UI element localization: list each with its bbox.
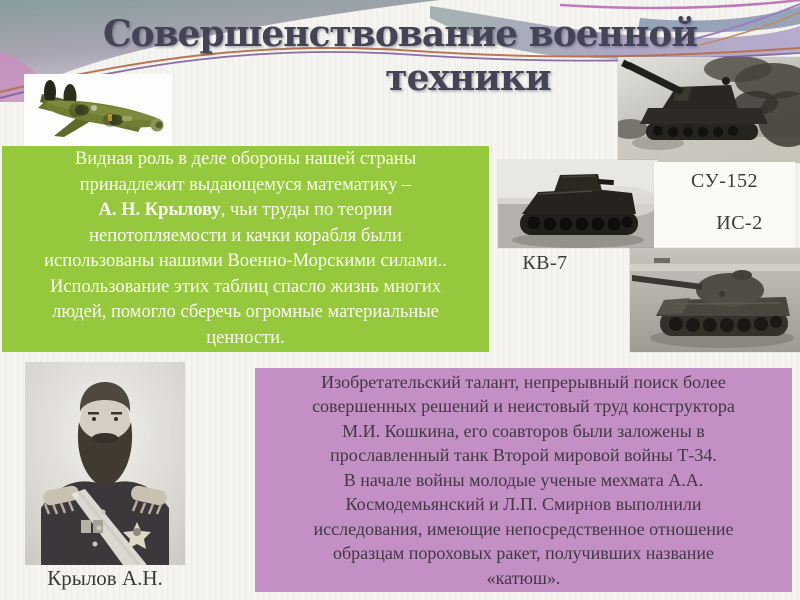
label-su152: СУ-152 xyxy=(691,170,758,192)
krylov-portrait-svg xyxy=(25,362,185,565)
text-line: непотопляемости и качки корабля были xyxy=(89,225,402,246)
koshkin-info-box xyxy=(255,368,792,592)
kv7-photo xyxy=(498,160,658,248)
text-line: людей, помогло сберечь огромные материальные xyxy=(52,302,439,322)
slide-title-line2: техники xyxy=(385,57,551,99)
text-line: совершенных решений и неистовый труд конструктора xyxy=(312,396,735,417)
bomber-plane-svg xyxy=(24,74,172,148)
text-line: прославленный танк Второй мировой войны Т-34. xyxy=(330,445,717,466)
text-line: Изобретательский талант, непрерывный поиск более xyxy=(321,371,726,392)
tank-labels-card xyxy=(654,162,795,248)
portrait-caption: Крылов А.Н. xyxy=(47,566,163,590)
su152-photo-svg xyxy=(618,57,800,163)
krylov-info-box xyxy=(2,146,489,352)
text-line: использованы нашими Военно-Морскими силами.. xyxy=(44,251,447,271)
text-line: В начале войны молодые ученые мехмата А.А. xyxy=(343,469,704,490)
krylov-portrait xyxy=(25,362,185,565)
text-line: Видная роль в деле обороны нашей страны xyxy=(74,149,417,169)
label-is2: ИС-2 xyxy=(716,212,763,234)
krylov-name-bold: А. Н. Крылову xyxy=(98,200,221,220)
text-line: образцам пороховых ракет, получивших название xyxy=(333,543,714,564)
label-kv7: КВ-7 xyxy=(522,252,568,274)
text-line: Использование этих таблиц спасло жизнь многих xyxy=(49,276,442,297)
text-line: принадлежит выдающемуся математику – xyxy=(79,174,412,195)
krylov-info-text xyxy=(2,147,489,351)
slide-title-line1: Совершенствование военной xyxy=(102,13,698,55)
text-line xyxy=(2,198,489,224)
text-line: М.И. Кошкина, его соавторов были заложены в xyxy=(342,420,705,441)
text-line: Космодемьянский и Л.П. Смирнов выполнили xyxy=(345,494,702,515)
text-line: исследования, имеющие непосредственное отношение xyxy=(313,518,734,539)
su152-photo xyxy=(618,57,800,163)
text-line: «катюш». xyxy=(486,567,561,588)
bomber-plane-image xyxy=(24,74,172,148)
kv7-photo-svg xyxy=(498,160,658,248)
koshkin-info-text xyxy=(255,370,792,591)
text-segment: , чьи труды по теории xyxy=(220,200,393,220)
is2-photo-svg xyxy=(630,248,800,352)
is2-photo xyxy=(630,248,800,352)
text-line: ценности. xyxy=(206,327,285,348)
